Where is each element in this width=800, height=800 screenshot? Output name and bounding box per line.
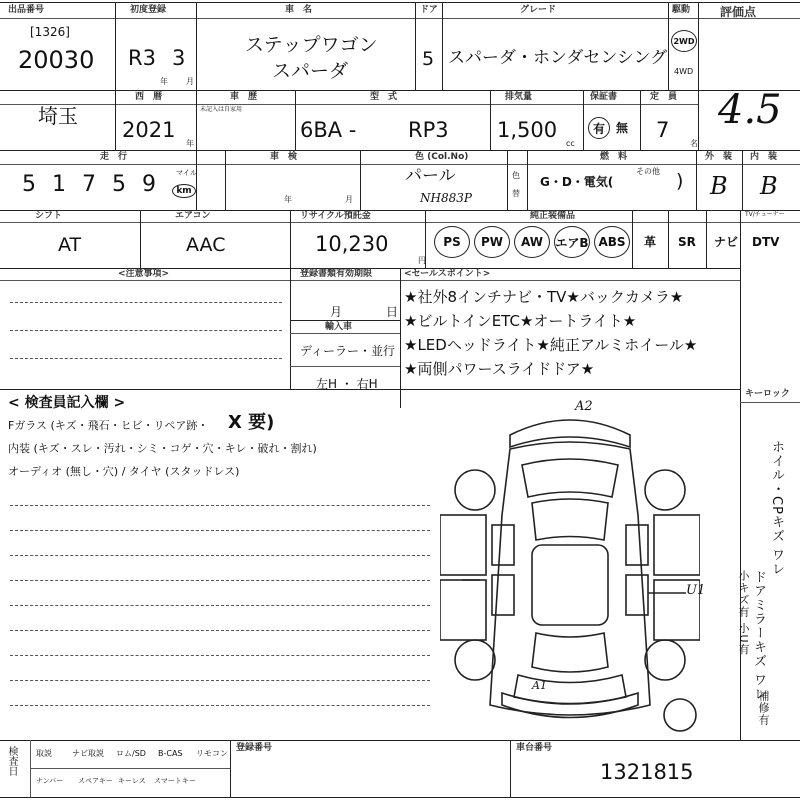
drive-2wd: 2WD [673, 36, 695, 46]
grade-label: グレード [520, 5, 557, 15]
dashed-line [10, 555, 430, 556]
sales-point: ★LEDヘッドライト★純正アルミホイール★ [404, 336, 698, 354]
inspector-line: オーディオ (無し・穴) / タイヤ (スタッドレス) [8, 465, 240, 478]
color-swap-2: 替 [512, 189, 520, 198]
equipment-item: PS [443, 235, 461, 249]
rule [510, 740, 511, 797]
car-name-label: 車 名 [285, 5, 313, 15]
equipment-item-circled [514, 226, 550, 258]
mark-u1: U1 [686, 583, 706, 598]
rule [290, 210, 291, 268]
equipment-item: 革 [644, 235, 657, 249]
mileage-unit-km: km [176, 186, 192, 196]
equipment-item: エアB [555, 235, 589, 250]
bottom-label: ロム/SD [116, 749, 146, 758]
model-value: RP3 [408, 118, 449, 142]
rule [295, 90, 296, 150]
fuel-other: その他 [636, 167, 660, 176]
dashed-line [10, 580, 430, 581]
rule [360, 150, 361, 210]
equipment-item: ナビ [714, 235, 739, 249]
year-suffix: 年 [186, 139, 194, 148]
warranty-yes: 有 [592, 121, 605, 136]
ac-label: エアコン [175, 211, 211, 221]
rule [0, 2, 800, 3]
sales-point: ★ビルトインETC★オートライト★ [404, 312, 637, 330]
rule [290, 320, 400, 321]
import-hand: 左H ・ 右H [316, 377, 378, 391]
bottom-label: ナビ取説 [72, 749, 104, 758]
bottom-label: スマートキー [154, 777, 196, 785]
car-diagram [440, 405, 700, 735]
drive-2wd-circled [671, 30, 697, 52]
mileage-digit: 1 [52, 172, 66, 197]
doors-label: ドア [420, 5, 438, 15]
color-code: NH883P [420, 191, 472, 205]
vin-label: 車台番号 [516, 743, 553, 753]
inspector-line: Fガラス (キズ・飛石・ヒビ・リペア跡・ [8, 419, 209, 432]
rule [400, 268, 401, 408]
equipment-item-circled [594, 226, 630, 258]
interior-grade: B [760, 172, 778, 200]
dashed-line [10, 605, 430, 606]
mileage-label: 走 行 [100, 152, 128, 162]
rule [583, 90, 584, 150]
history-note: 未記入は自家用 [200, 106, 243, 113]
rule [225, 150, 226, 210]
rule [740, 268, 741, 740]
dashed-line [10, 358, 282, 359]
bottom-label: B-CAS [158, 749, 183, 758]
fuel-close: ) [676, 170, 684, 192]
reg-day: 日 [386, 305, 399, 319]
drive-4wd: 4WD [674, 67, 694, 76]
type-label: 型 式 [370, 92, 398, 102]
notes-label: <注意事項> [118, 269, 170, 279]
rule [740, 402, 800, 403]
rule [0, 797, 800, 798]
import-dealer: ディーラー・並行 [300, 344, 396, 358]
rule [0, 280, 740, 281]
rule [696, 150, 697, 210]
glass-mark: X 要) [228, 412, 275, 433]
right-note-4: 補修有 [757, 690, 770, 726]
yen-unit: 円 [418, 256, 426, 265]
rule [290, 268, 291, 389]
drive-label: 駆動 [672, 5, 691, 15]
equipment-item: ABS [598, 235, 626, 249]
mileage-digit: 5 [112, 172, 126, 197]
right-note-1: ホイル・CPキズ ワレ [769, 440, 784, 577]
sales-point: ★社外8インチナビ・TV★バックカメラ★ [404, 288, 684, 306]
exterior-grade: B [710, 172, 728, 200]
corner-label: 検査日 [6, 746, 17, 776]
history-label: 車 歴 [230, 92, 258, 102]
rule [290, 366, 400, 367]
first-reg-month: 3 [172, 46, 186, 70]
car-name-line2: スパーダ [272, 60, 349, 82]
ac-value: AAC [186, 234, 226, 256]
dashed-line [10, 530, 430, 531]
rule [640, 90, 641, 150]
mark-a2: A2 [575, 399, 593, 414]
rule [196, 90, 197, 150]
capacity-unit: 名 [690, 139, 698, 148]
first-reg-era: R3 [128, 46, 156, 70]
rule [740, 210, 741, 268]
bottom-label: ナンバー [36, 777, 64, 785]
rule [632, 210, 633, 268]
rule [115, 2, 116, 90]
equipment-item-circled [434, 226, 470, 258]
reg-no-label: 登録番号 [236, 743, 273, 753]
color-label: 色 (Col.No) [415, 152, 469, 162]
auction-no-label: 出品番号 [8, 5, 45, 15]
equipment-item: AW [521, 235, 543, 249]
tv-label: TV/チューナー [745, 211, 785, 218]
bottom-label: キーレス [118, 777, 146, 785]
mileage-digit: 7 [82, 172, 96, 197]
equipment-item: PW [480, 235, 504, 249]
year-label: 西 暦 [135, 92, 163, 102]
warranty-no: 無 [616, 121, 629, 135]
mileage-unit-km-circled [172, 184, 196, 198]
grade-value: スパーダ・ホンダセンシング [448, 48, 668, 68]
rule [140, 210, 141, 268]
equipment-item: SR [678, 235, 696, 249]
right-note-2: ドアミラーキズ ワレ [751, 570, 766, 702]
rule [115, 90, 116, 150]
shift-label: シフト [35, 211, 63, 221]
rule [668, 2, 669, 90]
month-unit: 月 [186, 77, 194, 86]
rule [742, 150, 743, 210]
displacement-label: 排気量 [505, 92, 533, 102]
shaken-month: 月 [345, 195, 353, 204]
vin-value: 1321815 [600, 760, 694, 784]
equipment-item: DTV [752, 235, 780, 249]
dashed-line [10, 655, 430, 656]
rule [196, 2, 197, 90]
reg-doc-label: 登録書類有効期限 [300, 269, 373, 279]
rule [0, 210, 800, 211]
rule [0, 150, 800, 151]
rule [0, 222, 800, 223]
recycle-label: リサイクル預託金 [300, 211, 371, 221]
mark-u1-leader [648, 590, 688, 596]
color-value: パール [405, 166, 456, 186]
warranty-yes-circled [588, 117, 610, 139]
rule [0, 90, 800, 91]
first-reg-label: 初度登録 [130, 5, 167, 15]
exterior-label: 外 装 [705, 152, 733, 162]
doors-value: 5 [422, 48, 435, 70]
reg-month: 月 [330, 305, 343, 319]
location: 埼玉 [38, 104, 78, 128]
mileage-digit: 9 [142, 172, 156, 197]
rule [490, 90, 491, 150]
rule [230, 740, 231, 797]
year-value: 2021 [122, 118, 176, 142]
import-label: 輸入車 [325, 322, 353, 332]
dashed-line [10, 302, 282, 303]
cc-unit: cc [566, 139, 575, 148]
capacity-label: 定 員 [650, 92, 678, 102]
recycle-value: 10,230 [315, 232, 389, 256]
bottom-label: スペアキー [78, 777, 113, 785]
interior-label: 内 装 [750, 152, 778, 162]
inspector-label: < 検査員記入欄 > [8, 395, 126, 411]
mileage-unit-mile: マイル [176, 169, 197, 177]
rule [668, 210, 669, 268]
inspector-line: 内装 (キズ・スレ・汚れ・シミ・コゲ・穴・キレ・破れ・割れ) [8, 442, 317, 455]
displacement-value: 1,500 [497, 118, 558, 142]
shift-value: AT [58, 234, 82, 256]
dashed-line [10, 705, 430, 706]
fuel-label: 燃 料 [600, 152, 628, 162]
bottom-label: リモコン [196, 749, 228, 758]
rule [196, 150, 197, 210]
dashed-line [10, 630, 430, 631]
shaken-year: 年 [284, 195, 292, 204]
dashed-line [10, 680, 430, 681]
dashed-line [10, 505, 430, 506]
rule [442, 2, 443, 90]
rule [30, 768, 230, 769]
rating-value: 4.5 [718, 87, 782, 133]
mark-a1: A1 [532, 679, 547, 692]
rule [527, 150, 528, 210]
year-unit: 年 [160, 77, 168, 86]
capacity-value: 7 [656, 118, 670, 142]
rule [0, 740, 800, 741]
rule [706, 210, 707, 268]
rule [0, 18, 800, 19]
rule [290, 333, 400, 334]
color-swap-1: 色 [512, 171, 520, 180]
equipment-item-circled [474, 226, 510, 258]
equipment-item-circled [554, 226, 590, 258]
rule [698, 2, 699, 150]
sales-point: ★両側パワースライドドア★ [404, 360, 595, 378]
rule [0, 164, 800, 165]
bottom-label: 取説 [36, 749, 52, 758]
equipment-label: 純正装備品 [530, 211, 576, 221]
shaken-label: 車 検 [270, 152, 298, 162]
key-label: キーロック [745, 389, 790, 399]
rule [415, 2, 416, 90]
lot-number: 20030 [18, 46, 95, 74]
rule [0, 104, 698, 105]
rating-label: 評価点 [720, 5, 757, 19]
fuel-value: G・D・電気( [540, 175, 614, 189]
mileage-digit: 5 [22, 172, 36, 197]
right-note-3: 小キズ有 小U有 [737, 570, 750, 656]
sales-point-label: <セールスポイント> [404, 269, 491, 279]
dashed-line [10, 330, 282, 331]
model-prefix: 6BA - [300, 118, 357, 142]
lot-prefix: [1326] [30, 25, 70, 39]
rule [507, 150, 508, 210]
warranty-label: 保証書 [590, 92, 618, 102]
car-name-line1: ステップワゴン [245, 34, 378, 56]
